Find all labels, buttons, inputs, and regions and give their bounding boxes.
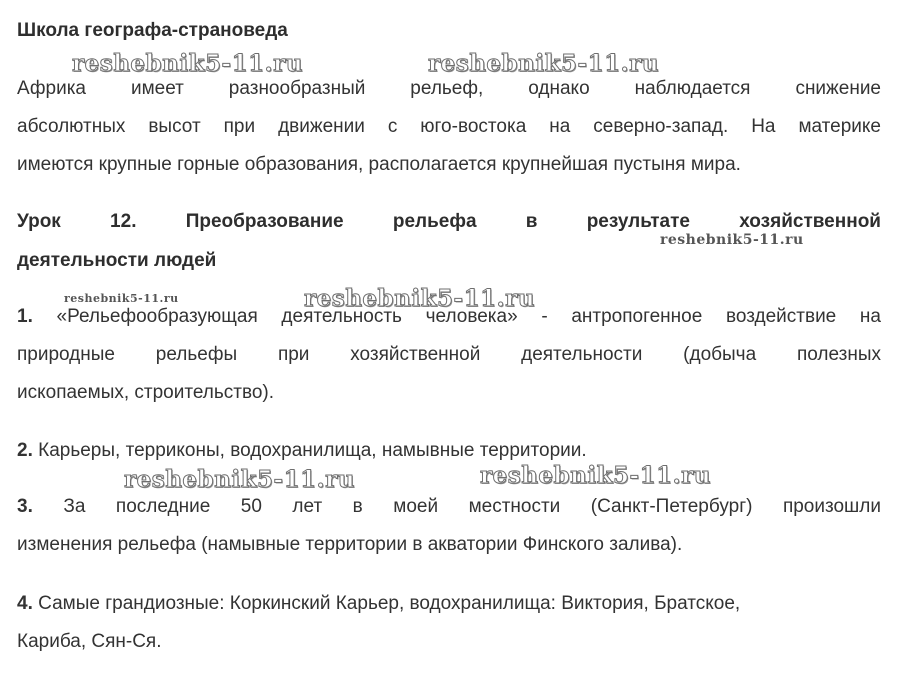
item-1-line-3: ископаемых, строительство). (17, 382, 275, 403)
lesson-title-line-1: Урок 12. Преобразование рельефа в результате хозяйственной (17, 211, 881, 232)
item-1-line-2: природные рельефы при хозяйственной деятельности (добыча полезных (17, 344, 881, 365)
item-1 (17, 298, 881, 412)
intro-line-1: Африка имеет разнообразный рельеф, однако наблюдается снижение (17, 78, 881, 99)
item-2 (17, 432, 881, 470)
item-1-text-1: «Рельефообразующая деятельность человека» - антропогенное воздействие на (56, 306, 881, 327)
item-3-text-1: За последние 50 лет в моей местности (Санкт-Петербург) произошли (63, 496, 881, 517)
intro-line-3: имеются крупные горные образования, располагается крупнейшая пустыня мира. (17, 154, 741, 175)
lesson-title-line-2: деятельности людей (17, 250, 217, 271)
item-1-number: 1. (17, 306, 33, 327)
item-4-line-1 (17, 585, 881, 623)
item-3-number: 3. (17, 496, 33, 517)
item-3-line-1 (17, 488, 881, 526)
watermark-6: reshebnik5-11.ru (124, 466, 355, 493)
item-2-text-1: Карьеры, терриконы, водохранилища, намывные территории. (38, 440, 587, 461)
watermark-1: reshebnik5-11.ru (72, 50, 303, 77)
item-1-line-1 (17, 298, 881, 336)
item-4 (17, 585, 881, 661)
item-4-line-2: Кариба, Сян-Ся. (17, 631, 162, 652)
watermark-2: reshebnik5-11.ru (428, 50, 659, 77)
intro-line-2: абсолютных высот при движении с юго-востока на северно-запад. На материке (17, 116, 881, 137)
watermark-4: reshebnik5-11.ru (64, 292, 179, 305)
intro-paragraph (17, 70, 881, 184)
section-title: Школа географа-страноведа (17, 20, 288, 41)
item-2-number: 2. (17, 440, 33, 461)
watermark-7: reshebnik5-11.ru (480, 462, 711, 489)
item-3-line-2: изменения рельефа (намывные территории в акватории Финского залива). (17, 534, 683, 555)
item-2-line-1 (17, 432, 881, 470)
item-4-text-1: Самые грандиозные: Коркинский Карьер, водохранилища: Виктория, Братское, (38, 593, 741, 614)
item-3 (17, 488, 881, 564)
watermark-5: reshebnik5-11.ru (304, 285, 535, 312)
item-4-number: 4. (17, 593, 33, 614)
watermark-3: reshebnik5-11.ru (660, 232, 804, 248)
